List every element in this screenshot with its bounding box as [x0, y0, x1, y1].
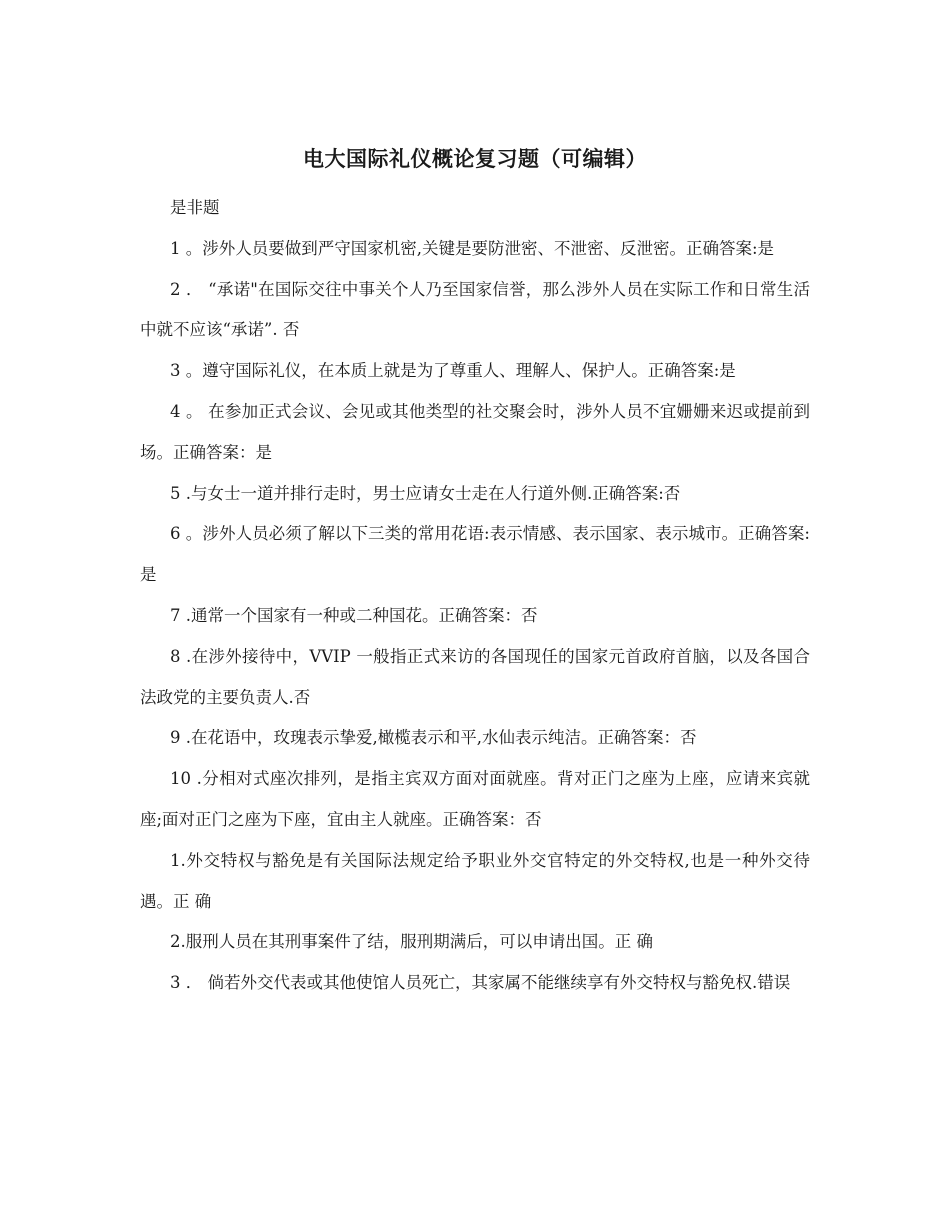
- document-title: 电大国际礼仪概论复习题（可编辑）: [303, 146, 647, 171]
- document-body: [140, 188, 810, 1004]
- question-paragraph: 7 .通常一个国家有一种或二种国花。正确答案：否: [170, 605, 538, 625]
- question-paragraph: 2 ． “承诺"在国际交往中事关个人乃至国家信誉，那么涉外人员在实际工作和日常生活中就不应该“承诺”. 否: [140, 279, 810, 340]
- question-paragraph: 9 .在花语中，玫瑰表示挚爱,橄榄表示和平,水仙表示纯洁。正确答案：否: [170, 728, 697, 748]
- question-paragraph: 1 。涉外人员要做到严守国家机密,关键是要防泄密、不泄密、反泄密。正确答案:是: [170, 238, 775, 258]
- question-paragraph: 3 。遵守国际礼仪，在本质上就是为了尊重人、理解人、保护人。正确答案:是: [170, 361, 736, 381]
- question-paragraph: 2.服刑人员在其刑事案件了结，服刑期满后，可以申请出国。正 确: [170, 932, 653, 952]
- question-paragraph: 1.外交特权与豁免是有关国际法规定给予职业外交官特定的外交特权,也是一种外交待遇。正 确: [140, 850, 810, 911]
- question-paragraph: 6 。涉外人员必须了解以下三类的常用花语:表示情感、表示国家、表示城市。正确答案:是: [140, 524, 810, 585]
- question-paragraph: 4 。 在参加正式会议、会见或其他类型的社交聚会时，涉外人员不宜姗姗来迟或提前到场。正确答案：是: [140, 401, 810, 462]
- question-paragraph: 8 .在涉外接待中，VVIP 一般指正式来访的各国现任的国家元首政府首脑，以及各国合法政党的主要负责人.否: [140, 646, 810, 707]
- section-heading: 是非题: [170, 198, 220, 217]
- question-paragraph: 5 .与女士一道并排行走时，男士应请女士走在人行道外侧.正确答案:否: [170, 483, 681, 503]
- question-paragraph: 3 ． 倘若外交代表或其他使馆人员死亡，其家属不能继续享有外交特权与豁免权.错误: [170, 973, 791, 993]
- question-paragraph: 10 .分相对式座次排列，是指主宾双方面对面就座。背对正门之座为上座，应请来宾就座;面对正门之座为下座，宜由主人就座。正确答案：否: [140, 769, 810, 829]
